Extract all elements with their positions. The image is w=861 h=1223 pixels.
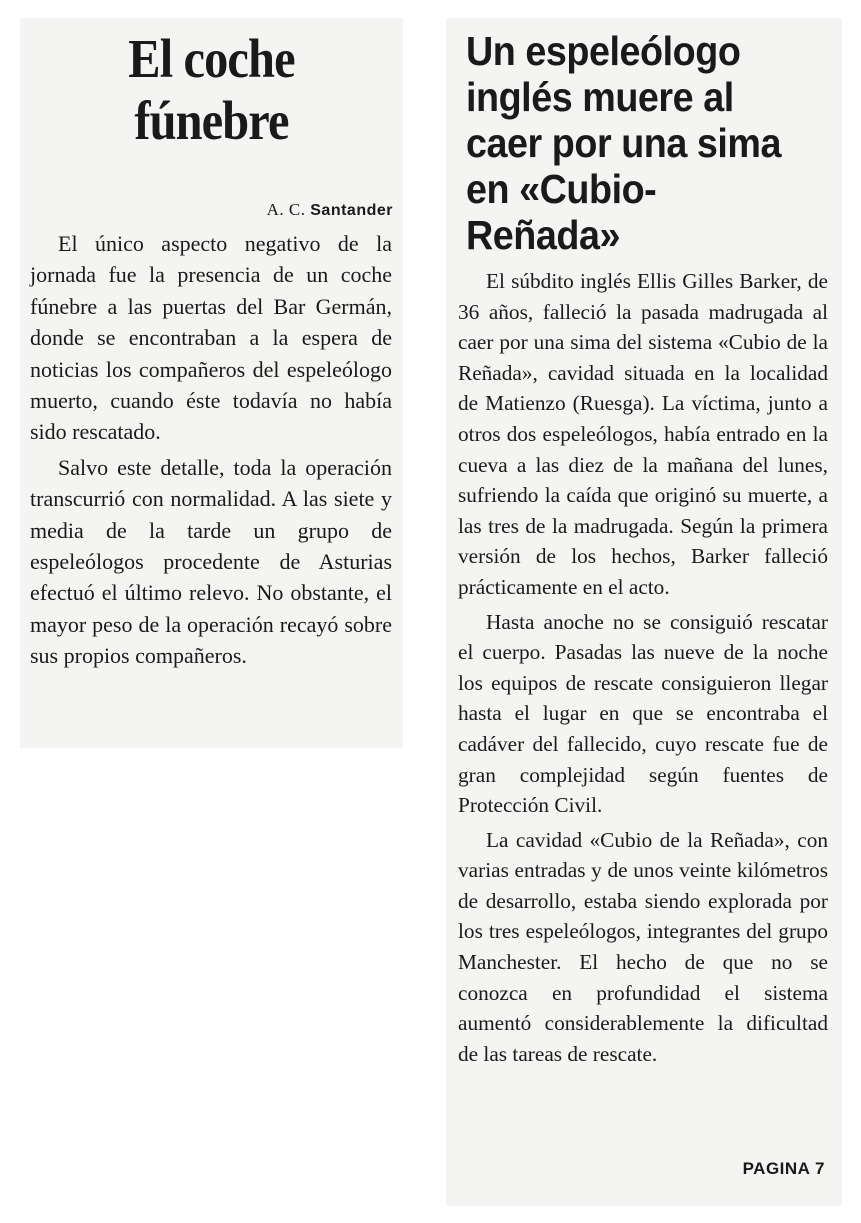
right-headline-line: en «Cubio-Reñada»	[466, 166, 657, 258]
right-headline-line: inglés muere al	[466, 74, 734, 120]
left-headline	[43, 28, 380, 152]
right-headline-line: caer por una sima	[466, 120, 782, 166]
paragraph: El único aspecto negativo de la jornada fue la presencia de un coche fúnebre a las puertas del Bar Germán, donde se encontraban a la espera de noticias los compañeros del espeleólogo muerto, cuando éste todavía no había sido rescatado.	[30, 231, 392, 445]
byline	[267, 200, 393, 220]
paragraph: La cavidad «Cubio de la Reñada», con varias entradas y de unos veinte kilómetros de desarrollo, estaba siendo explorada por los tres espeleólogos, integrantes del grupo Manchester. El hecho de que no se conozca en profundidad el sistema aumentó considerablemente la dificultad de las tareas de rescate.	[458, 827, 828, 1066]
left-article-body	[30, 228, 392, 676]
right-headline	[466, 28, 806, 258]
byline-city: Santander	[310, 202, 393, 219]
paragraph: Salvo este detalle, toda la operación transcurrió con normalidad. A las siete y media de la tarde un grupo de espeleólogos procedente de Asturias efectuó el último relevo. No obstante, el mayor peso de la operación recayó sobre sus propios compañeros.	[30, 454, 392, 669]
byline-initials: A. C.	[266, 200, 306, 219]
left-headline-line: El coche	[128, 28, 295, 89]
page-number: PAGINA 7	[742, 1159, 825, 1178]
paragraph: Hasta anoche no se consiguió rescatar el cuerpo. Pasadas las nueve de la noche los equipos de rescate consiguieron llegar hasta el lugar en que se encontraba el cadáver del fallecido, cuyo rescate fue de gran complejidad según fuentes de Protección Civil.	[458, 609, 828, 818]
left-headline-line: fúnebre	[134, 90, 289, 151]
right-headline-line: Un espeleólogo	[466, 28, 741, 74]
paragraph: El súbdito inglés Ellis Gilles Barker, de 36 años, falleció la pasada madrugada al caer por una sima del sistema «Cubio de la Reñada», cavidad situada en la localidad de Matienzo (Ruesga). La víctima, junto a otros dos espeleólogos, había entrado en la cueva a las diez de la mañana del lunes, sufriendo la caída que originó su muerte, a las tres de la madrugada. Según la primera versión de los hechos, Barker falleció prácticamente en el acto.	[458, 269, 828, 599]
right-article-body	[458, 266, 828, 1073]
